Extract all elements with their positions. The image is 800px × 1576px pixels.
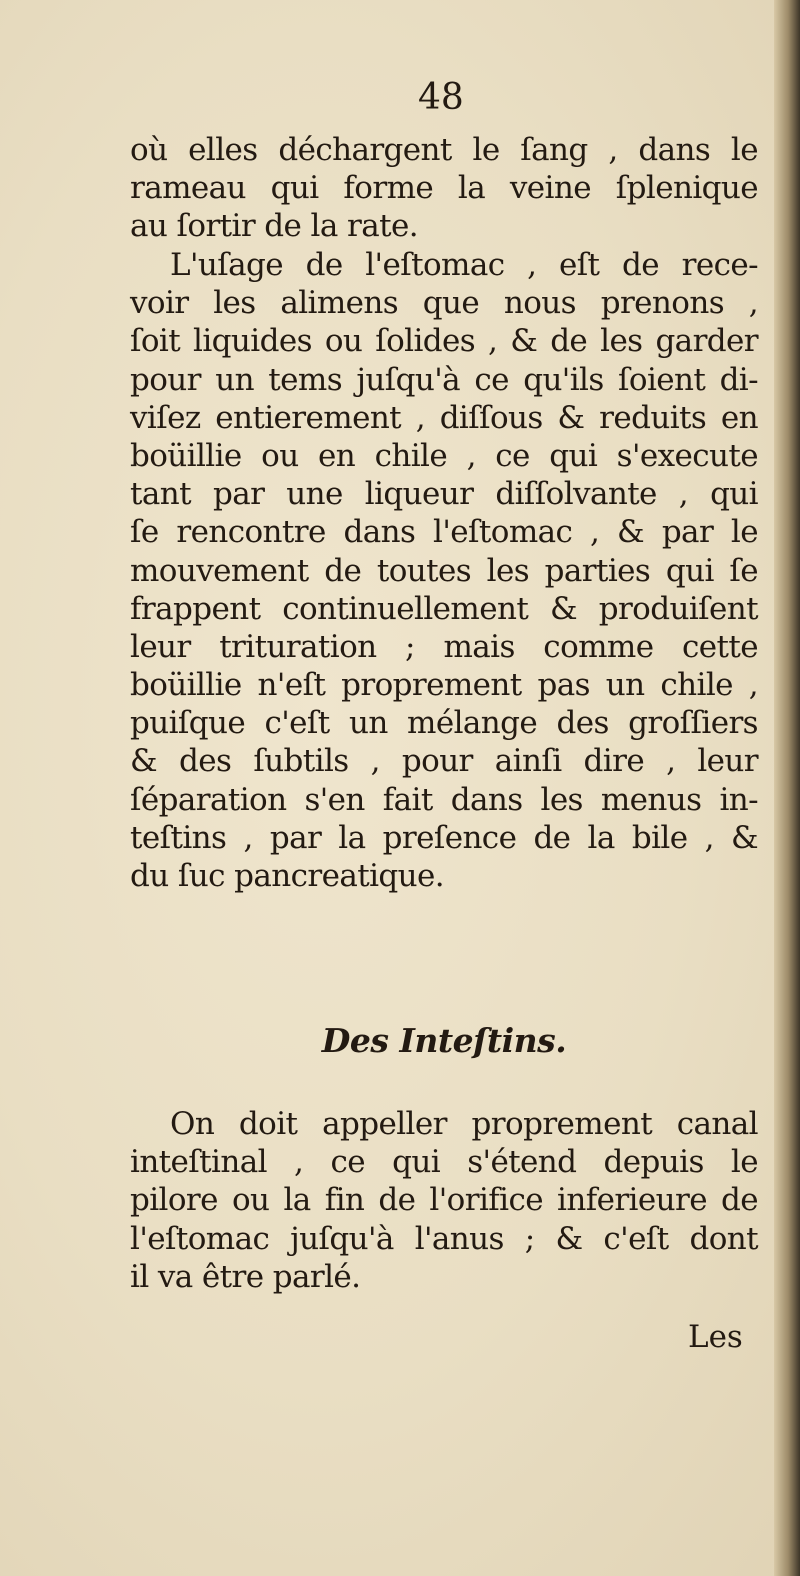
text-line: frappent continuellement & produiſent	[130, 590, 758, 627]
text-line: pour un tems juſqu'à ce qu'ils ſoient di-	[130, 361, 758, 398]
text-line: puiſque c'eſt un mélange des groſſiers	[130, 705, 758, 742]
text-line: il va être parlé.	[130, 1258, 361, 1295]
text-line: boüillie ou en chile , ce qui s'execute	[130, 437, 758, 474]
paragraph-1	[130, 131, 758, 246]
text-line: du ſuc pancreatique.	[130, 858, 444, 894]
paragraph-2	[130, 246, 758, 895]
text-line: ſéparation s'en fait dans les menus in-	[130, 781, 758, 818]
text-line: mouvement de toutes les parties qui ſe	[130, 552, 758, 589]
text-line: au ſortir de la rate.	[130, 208, 418, 245]
text-line: pilore ou la fin de l'orifice inferieure de	[130, 1182, 758, 1219]
catchword: Les	[688, 1319, 743, 1355]
text-line: viſez entierement , diſſous & reduits en	[130, 399, 758, 436]
text-line: L'uſage de l'eſtomac , eſt de rece-	[170, 247, 758, 283]
text-line: voir les alimens que nous prenons ,	[130, 285, 758, 322]
text-line: où elles déchargent le ſang , dans le	[130, 132, 758, 168]
page-number: 48	[418, 77, 464, 118]
text-line: On doit appeller proprement canal	[170, 1106, 758, 1142]
text-line: leur trituration ; mais comme cette	[130, 628, 758, 665]
text-line: ſe rencontre dans l'eſtomac , & par le	[130, 514, 758, 551]
text-line: boüillie n'eſt proprement pas un chile ,	[130, 667, 758, 704]
text-line: & des ſubtils , pour ainſi dire , leur	[130, 743, 758, 780]
text-line: tant par une liqueur diſſolvante , qui	[130, 476, 758, 513]
page-binding-edge	[774, 0, 800, 1576]
text-line: teſtins , par la preſence de la bile , &	[130, 819, 758, 856]
text-line: l'eſtomac juſqu'à l'anus ; & c'eſt dont	[130, 1220, 758, 1257]
text-line: rameau qui forme la veine ſplenique	[130, 170, 758, 207]
section-heading: Des Inteſtins.	[321, 1021, 567, 1060]
paragraph-3	[130, 1105, 758, 1296]
text-line: inteſtinal , ce qui s'étend depuis le	[130, 1144, 758, 1181]
text-line: ſoit liquides ou ſolides , & de les garder	[130, 323, 758, 360]
